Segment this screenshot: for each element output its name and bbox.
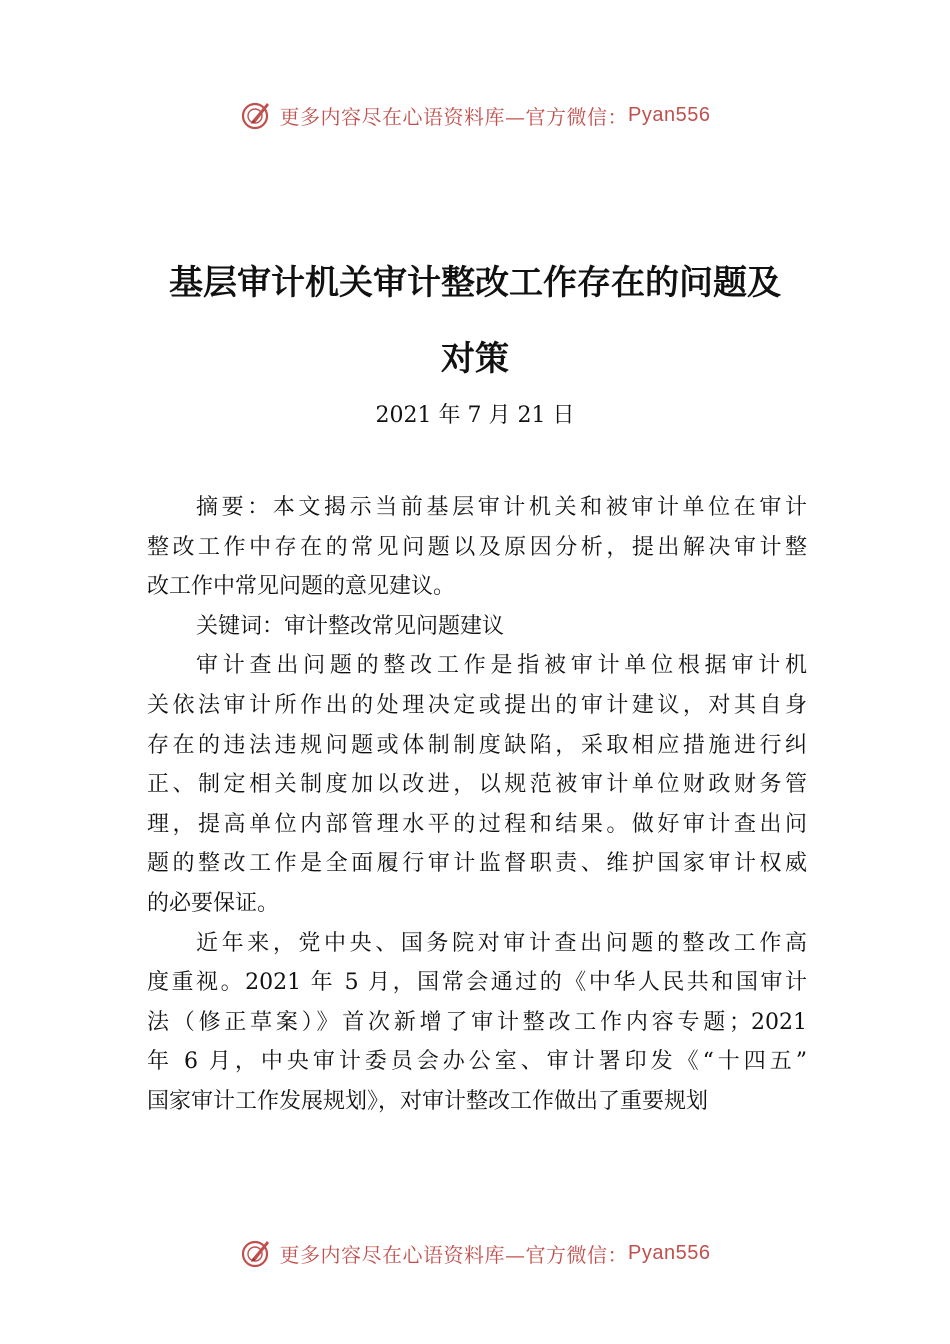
quill-logo-icon [240,1237,272,1269]
body-line: 年 6 月，中央审计委员会办公室、审计署印发《“十四五” [147,1049,807,1075]
body-line: 正、制定相关制度加以改进，以规范被审计单位财政财务管 [147,772,807,798]
watermark-banner-bottom [0,1233,950,1273]
body-line: 的必要保证。 [147,890,280,916]
body-line: 改工作中常见问题的意见建议。 [147,574,456,600]
body-line: 存在的违法违规问题或体制制度缺陷，采取相应措施进行纠 [147,732,807,758]
wechat-id: Pyan556 [628,1241,711,1264]
body-line: 题的整改工作是全面履行审计监督职责、维护国家审计权威 [147,851,807,877]
body-line: 关键词：审计整改常见问题建议 [196,613,505,639]
document-body [147,488,807,1122]
document-title-line-1: 基层审计机关审计整改工作存在的问题及 [169,263,781,303]
watermark-text: 更多内容尽在心语资料库—官方微信： [279,1242,629,1267]
body-line: 度重视。2021 年 5 月，国常会通过的《中华人民共和国审计 [147,970,807,996]
body-line: 整改工作中存在的常见问题以及原因分析，提出解决审计整 [147,534,807,560]
quill-logo-icon [240,99,272,131]
document-date: 2021 年 7 月 21 日 [375,403,575,428]
body-line: 理，提高单位内部管理水平的过程和结果。做好审计查出问 [147,811,807,837]
body-line: 审计查出问题的整改工作是指被审计单位根据审计机 [196,653,807,679]
watermark-banner-top [0,95,950,135]
body-line: 关依法审计所作出的处理决定或提出的审计建议，对其自身 [147,692,807,718]
body-line: 法（修正草案）》首次新增了审计整改工作内容专题；2021 [147,1009,807,1035]
body-line: 近年来，党中央、国务院对审计查出问题的整改工作高 [196,930,807,956]
document-title-line-2: 对策 [441,339,509,379]
watermark-text: 更多内容尽在心语资料库—官方微信： [279,104,629,129]
body-line: 国家审计工作发展规划》，对审计整改工作做出了重要规划 [147,1088,709,1114]
wechat-id: Pyan556 [628,103,711,126]
body-line: 摘要：本文揭示当前基层审计机关和被审计单位在审计 [196,495,807,520]
